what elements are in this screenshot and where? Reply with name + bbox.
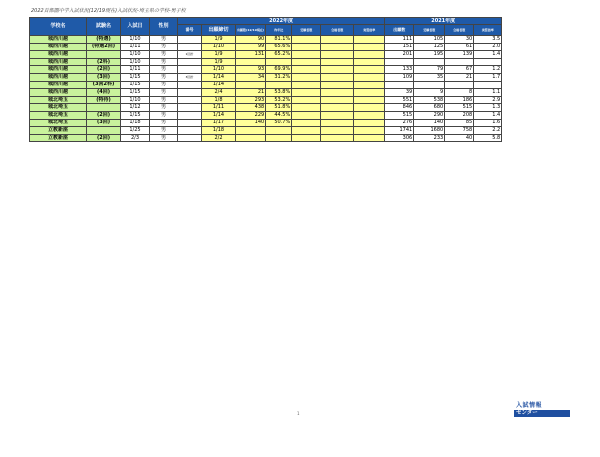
cell-school: 城西川越 xyxy=(30,58,87,66)
cell-rate-2021: 1.7 xyxy=(474,73,502,81)
cell-exam: (2回) xyxy=(87,66,121,74)
logo xyxy=(514,402,572,418)
cell-passers-2022 xyxy=(321,119,354,127)
cell-exam: (4回) xyxy=(87,89,121,97)
cell-exam-date: 1/15 xyxy=(121,89,150,97)
cell-exam: (2回) xyxy=(87,111,121,119)
cell-passers-2021: 758 xyxy=(445,127,474,135)
cell-rate-2021: 1.6 xyxy=(474,119,502,127)
cell-applicants-2022: 99 xyxy=(236,43,266,51)
cell-gender: 男 xyxy=(150,127,178,135)
cell-examinees-2022 xyxy=(292,51,321,59)
cell-number xyxy=(178,58,202,66)
cell-rate-2021: 1.1 xyxy=(474,89,502,97)
cell-rate-2021 xyxy=(474,81,502,89)
cell-rate-2021: 1.2 xyxy=(474,66,502,74)
header-gender: 性別 xyxy=(150,18,178,36)
cell-ratio: 51.8% xyxy=(266,104,292,112)
cell-gender: 男 xyxy=(150,43,178,51)
cell-examinees-2022 xyxy=(292,96,321,104)
document-title: 2022首都圏中学入試状況(12/19現在)入試状況-埼玉県の学校-男子校 xyxy=(31,8,186,14)
cell-examinees-2021: 9 xyxy=(414,89,445,97)
header-examinees-2021: 受験者数 xyxy=(414,25,445,36)
cell-deadline: 1/11 xyxy=(202,104,236,112)
cell-rate-2022 xyxy=(354,43,385,51)
cell-rate-2022 xyxy=(354,58,385,66)
cell-rate-2022 xyxy=(354,66,385,74)
cell-rate-2022 xyxy=(354,51,385,59)
cell-number xyxy=(178,111,202,119)
cell-rate-2021: 1.4 xyxy=(474,51,502,59)
cell-examinees-2021: 140 xyxy=(414,119,445,127)
cell-number xyxy=(178,127,202,135)
cell-rate-2022 xyxy=(354,127,385,135)
cell-passers-2022 xyxy=(321,89,354,97)
header-passers-2021: 合格者数 xyxy=(445,25,474,36)
cell-school: 城北埼玉 xyxy=(30,96,87,104)
cell-exam-date: 1/15 xyxy=(121,73,150,81)
cell-applicants-2022: 229 xyxy=(236,111,266,119)
cell-exam: (2回) xyxy=(87,134,121,142)
cell-rate-2022 xyxy=(354,119,385,127)
cell-gender: 男 xyxy=(150,111,178,119)
header-ratio: 昨年比 xyxy=(266,25,292,36)
cell-applicants-2022: 293 xyxy=(236,96,266,104)
cell-ratio xyxy=(266,81,292,89)
cell-gender: 男 xyxy=(150,119,178,127)
cell-exam: (特待) xyxy=(87,96,121,104)
header-deadline: 出願締切 xyxy=(202,25,236,36)
cell-applicants-2021: 551 xyxy=(385,96,414,104)
cell-examinees-2021: 290 xyxy=(414,111,445,119)
header-rate-2021: 実質倍率 xyxy=(474,25,502,36)
cell-passers-2021: 61 xyxy=(445,43,474,51)
cell-number xyxy=(178,119,202,127)
cell-applicants-2022: 34 xyxy=(236,73,266,81)
cell-exam-date: 1/10 xyxy=(121,58,150,66)
cell-applicants-2021: 201 xyxy=(385,51,414,59)
cell-exam-date: 1/11 xyxy=(121,66,150,74)
cell-school: 城西川越 xyxy=(30,36,87,44)
cell-exam-date: 1/10 xyxy=(121,36,150,44)
cell-ratio: 50.7% xyxy=(266,119,292,127)
cell-gender: 男 xyxy=(150,89,178,97)
cell-ratio: 53.8% xyxy=(266,89,292,97)
cell-applicants-2021: 276 xyxy=(385,119,414,127)
cell-number xyxy=(178,89,202,97)
cell-ratio: 31.2% xyxy=(266,73,292,81)
header-year-2022: 2022年度 xyxy=(178,18,385,25)
cell-applicants-2021: 306 xyxy=(385,134,414,142)
cell-exam-date: 1/15 xyxy=(121,81,150,89)
cell-rate-2021 xyxy=(474,58,502,66)
cell-rate-2022 xyxy=(354,111,385,119)
header-applicants-2022: 出願数(12/19現在) xyxy=(236,25,266,36)
cell-school: 城北埼玉 xyxy=(30,104,87,112)
header-exam: 試験名 xyxy=(87,18,121,36)
table-row xyxy=(30,51,502,59)
header-applicants-2021: 出願数 xyxy=(385,25,414,36)
page-number: 1 xyxy=(297,411,300,416)
cell-examinees-2022 xyxy=(292,104,321,112)
table-row xyxy=(30,66,502,74)
cell-number xyxy=(178,134,202,142)
cell-deadline: 1/18 xyxy=(202,127,236,135)
cell-applicants-2021 xyxy=(385,58,414,66)
cell-passers-2022 xyxy=(321,127,354,135)
cell-passers-2022 xyxy=(321,66,354,74)
cell-rate-2022 xyxy=(354,89,385,97)
cell-exam: (3回2科) xyxy=(87,81,121,89)
cell-passers-2022 xyxy=(321,36,354,44)
cell-ratio: 44.5% xyxy=(266,111,292,119)
cell-applicants-2022: 21 xyxy=(236,89,266,97)
cell-gender: 男 xyxy=(150,104,178,112)
cell-school: 城西川越 xyxy=(30,51,87,59)
cell-examinees-2022 xyxy=(292,36,321,44)
cell-school: 城西川越 xyxy=(30,81,87,89)
cell-passers-2021: 30 xyxy=(445,36,474,44)
cell-examinees-2021: 195 xyxy=(414,51,445,59)
cell-exam xyxy=(87,127,121,135)
cell-applicants-2021 xyxy=(385,81,414,89)
cell-ratio: 53.2% xyxy=(266,96,292,104)
cell-passers-2021: 139 xyxy=(445,51,474,59)
cell-number xyxy=(178,96,202,104)
cell-passers-2021 xyxy=(445,81,474,89)
cell-exam-date: 1/18 xyxy=(121,119,150,127)
cell-exam: (特選) xyxy=(87,36,121,44)
header-school: 学校名 xyxy=(30,18,87,36)
cell-school: 城西川越 xyxy=(30,89,87,97)
cell-examinees-2022 xyxy=(292,134,321,142)
cell-rate-2022 xyxy=(354,73,385,81)
cell-examinees-2021: 79 xyxy=(414,66,445,74)
cell-examinees-2021: 1680 xyxy=(414,127,445,135)
table-row xyxy=(30,119,502,127)
cell-rate-2021: 2.9 xyxy=(474,96,502,104)
table-body xyxy=(30,18,502,142)
cell-examinees-2022 xyxy=(292,66,321,74)
cell-ratio: 81.1% xyxy=(266,36,292,44)
cell-applicants-2021: 151 xyxy=(385,43,414,51)
cell-passers-2021: 8 xyxy=(445,89,474,97)
cell-applicants-2022: 131 xyxy=(236,51,266,59)
cell-school: 城西川越 xyxy=(30,73,87,81)
cell-examinees-2021: 35 xyxy=(414,73,445,81)
cell-gender: 男 xyxy=(150,51,178,59)
cell-applicants-2021: 846 xyxy=(385,104,414,112)
cell-applicants-2022 xyxy=(236,81,266,89)
cell-number xyxy=(178,104,202,112)
cell-gender: 男 xyxy=(150,66,178,74)
cell-examinees-2022 xyxy=(292,58,321,66)
cell-applicants-2021: 133 xyxy=(385,66,414,74)
table-row xyxy=(30,43,502,51)
cell-exam-date: 2/3 xyxy=(121,134,150,142)
cell-exam: (3回) xyxy=(87,73,121,81)
cell-ratio: 65.2% xyxy=(266,51,292,59)
cell-number xyxy=(178,36,202,44)
header-examinees-2022: 受験者数 xyxy=(292,25,321,36)
cell-passers-2021: 85 xyxy=(445,119,474,127)
cell-applicants-2022: 140 xyxy=(236,119,266,127)
cell-ratio: 65.6% xyxy=(266,43,292,51)
cell-deadline: 1/14 xyxy=(202,81,236,89)
header-row-years xyxy=(30,18,502,25)
cell-examinees-2021 xyxy=(414,81,445,89)
cell-exam-date: 1/15 xyxy=(121,111,150,119)
cell-deadline: 2/4 xyxy=(202,89,236,97)
cell-examinees-2021: 105 xyxy=(414,36,445,44)
table-row xyxy=(30,96,502,104)
cell-rate-2021: 5.8 xyxy=(474,134,502,142)
cell-applicants-2022: 90 xyxy=(236,36,266,44)
cell-school: 城西川越 xyxy=(30,43,87,51)
cell-examinees-2022 xyxy=(292,127,321,135)
cell-applicants-2021: 515 xyxy=(385,111,414,119)
cell-passers-2022 xyxy=(321,43,354,51)
cell-passers-2021: 208 xyxy=(445,111,474,119)
cell-gender: 男 xyxy=(150,81,178,89)
cell-deadline: 1/17 xyxy=(202,119,236,127)
cell-ratio xyxy=(266,134,292,142)
cell-applicants-2021: 111 xyxy=(385,36,414,44)
cell-applicants-2022 xyxy=(236,58,266,66)
cell-school: 城北埼玉 xyxy=(30,111,87,119)
cell-school: 立教新座 xyxy=(30,127,87,135)
cell-rate-2022 xyxy=(354,134,385,142)
cell-exam: (特選2回) xyxy=(87,43,121,51)
header-number: 番号 xyxy=(178,25,202,36)
header-passers-2022: 合格者数 xyxy=(321,25,354,36)
cell-examinees-2021 xyxy=(414,58,445,66)
table-row xyxy=(30,111,502,119)
header-exam-date: 入試日 xyxy=(121,18,150,36)
table-row xyxy=(30,73,502,81)
cell-rate-2021: 3.5 xyxy=(474,36,502,44)
cell-deadline: 1/10 xyxy=(202,43,236,51)
cell-applicants-2021: 109 xyxy=(385,73,414,81)
cell-examinees-2022 xyxy=(292,81,321,89)
cell-passers-2021 xyxy=(445,58,474,66)
cell-passers-2022 xyxy=(321,96,354,104)
cell-exam-date: 1/10 xyxy=(121,96,150,104)
table-row xyxy=(30,58,502,66)
cell-ratio xyxy=(266,127,292,135)
cell-number xyxy=(178,43,202,51)
cell-deadline: 1/9 xyxy=(202,51,236,59)
cell-rate-2021: 2.2 xyxy=(474,127,502,135)
cell-exam-date: 1/25 xyxy=(121,127,150,135)
cell-gender: 男 xyxy=(150,58,178,66)
table-row xyxy=(30,89,502,97)
cell-examinees-2022 xyxy=(292,89,321,97)
cell-gender: 男 xyxy=(150,73,178,81)
cell-gender: 男 xyxy=(150,96,178,104)
cell-applicants-2021: 39 xyxy=(385,89,414,97)
cell-deadline: 1/10 xyxy=(202,66,236,74)
cell-deadline: 1/9 xyxy=(202,58,236,66)
entrance-exam-table xyxy=(29,17,502,142)
cell-applicants-2021: 1741 xyxy=(385,127,414,135)
cell-deadline: 1/8 xyxy=(202,96,236,104)
logo-line-1: 入試情報 xyxy=(516,402,543,409)
cell-number: 1回計 xyxy=(178,51,202,59)
cell-exam xyxy=(87,104,121,112)
cell-deadline: 1/9 xyxy=(202,36,236,44)
header-rate-2022: 実質倍率 xyxy=(354,25,385,36)
cell-number xyxy=(178,66,202,74)
cell-rate-2022 xyxy=(354,81,385,89)
cell-rate-2022 xyxy=(354,36,385,44)
cell-examinees-2022 xyxy=(292,111,321,119)
cell-examinees-2022 xyxy=(292,43,321,51)
table-row xyxy=(30,81,502,89)
cell-passers-2022 xyxy=(321,51,354,59)
cell-examinees-2021: 680 xyxy=(414,104,445,112)
cell-number xyxy=(178,81,202,89)
header-year-2021: 2021年度 xyxy=(385,18,502,25)
cell-examinees-2022 xyxy=(292,119,321,127)
cell-exam-date: 1/11 xyxy=(121,43,150,51)
cell-school: 城北埼玉 xyxy=(30,119,87,127)
logo-line-2: センター xyxy=(514,410,570,417)
cell-applicants-2022 xyxy=(236,134,266,142)
cell-examinees-2021: 538 xyxy=(414,96,445,104)
cell-examinees-2022 xyxy=(292,73,321,81)
cell-number: 3回計 xyxy=(178,73,202,81)
cell-rate-2021: 1.4 xyxy=(474,111,502,119)
cell-examinees-2021: 233 xyxy=(414,134,445,142)
table-row xyxy=(30,36,502,44)
cell-gender: 男 xyxy=(150,36,178,44)
cell-rate-2021: 2.0 xyxy=(474,43,502,51)
table-row xyxy=(30,104,502,112)
cell-passers-2022 xyxy=(321,104,354,112)
cell-ratio xyxy=(266,58,292,66)
cell-applicants-2022 xyxy=(236,127,266,135)
cell-ratio: 69.9% xyxy=(266,66,292,74)
cell-deadline: 1/14 xyxy=(202,111,236,119)
cell-applicants-2022: 93 xyxy=(236,66,266,74)
cell-passers-2021: 515 xyxy=(445,104,474,112)
cell-gender: 男 xyxy=(150,134,178,142)
table-row xyxy=(30,134,502,142)
cell-exam xyxy=(87,51,121,59)
cell-rate-2021: 1.3 xyxy=(474,104,502,112)
cell-deadline: 1/14 xyxy=(202,73,236,81)
cell-school: 城西川越 xyxy=(30,66,87,74)
cell-exam: (3回) xyxy=(87,119,121,127)
cell-passers-2022 xyxy=(321,81,354,89)
cell-passers-2022 xyxy=(321,111,354,119)
cell-applicants-2022: 438 xyxy=(236,104,266,112)
cell-passers-2021: 67 xyxy=(445,66,474,74)
cell-exam-date: 1/12 xyxy=(121,104,150,112)
cell-passers-2021: 40 xyxy=(445,134,474,142)
cell-rate-2022 xyxy=(354,104,385,112)
cell-exam-date: 1/10 xyxy=(121,51,150,59)
cell-passers-2022 xyxy=(321,73,354,81)
cell-deadline: 2/2 xyxy=(202,134,236,142)
cell-examinees-2021: 125 xyxy=(414,43,445,51)
cell-passers-2021: 21 xyxy=(445,73,474,81)
cell-passers-2022 xyxy=(321,58,354,66)
cell-rate-2022 xyxy=(354,96,385,104)
table-row xyxy=(30,127,502,135)
cell-exam: (2科) xyxy=(87,58,121,66)
cell-passers-2022 xyxy=(321,134,354,142)
cell-passers-2021: 186 xyxy=(445,96,474,104)
cell-school: 立教新座 xyxy=(30,134,87,142)
